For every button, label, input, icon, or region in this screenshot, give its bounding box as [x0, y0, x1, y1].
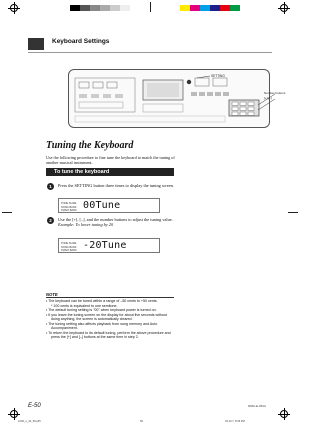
lcd-labels [61, 242, 77, 253]
callout-lines [0, 0, 300, 140]
step-text-body: Use the [+], [–], and the number buttons to adjust the tuning value. [58, 217, 173, 222]
note-item: • The default tuning setting is "00" when keyboard power is turned on. [46, 308, 157, 312]
note-list [46, 299, 174, 340]
note-item: • To return the keyboard to its default tuning, perform the above procedure and press the [+] and [–] buttons at the same time in step 2. [46, 330, 171, 339]
lcd-labels [61, 202, 77, 213]
note-item: • If you leave the tuning screen on the display for about five seconds without doing anything, the screen is automatically cleared. [46, 312, 167, 321]
step-example: Example: To lower tuning by 20 [58, 222, 114, 228]
note-rule [46, 297, 174, 298]
intro-text: Use the following procedure to fine tune the keyboard to match the tuning of another musical instrument. [46, 155, 175, 166]
note-item: • The tuning setting also affects playback from song memory and Auto Accompaniment. [46, 321, 158, 330]
callout-setting: SETTING [211, 74, 225, 78]
lcd-label: PIANO BANK [61, 209, 77, 213]
document-code: 608A-E-052A [248, 404, 267, 408]
lcd-label: TONE SLIDE [61, 202, 77, 205]
note-title: NOTE [46, 292, 58, 297]
note-item: • The keyboard can be tuned within a range of –50 cents to +50 cents. [46, 299, 158, 303]
crop-mark [2, 212, 12, 213]
procedure-heading: To tune the keyboard [46, 168, 174, 176]
lcd-label: SONG BANK [61, 205, 77, 209]
section-title: Keyboard Settings [52, 38, 110, 45]
timestamp: 03.10.7, 8:35 PM [225, 420, 245, 423]
note-item: * 100 cents is equivalent to one semitone. [51, 303, 118, 308]
step-text: Press the SETTING button three times to display the tuning screen. [58, 183, 174, 188]
file-info: LK90_e_44_59.p65 [18, 420, 41, 423]
registration-mark [280, 410, 288, 418]
lcd-label: PIANO BANK [61, 249, 77, 253]
lcd-label: TONE SLIDE [61, 242, 77, 245]
callout-plus-minus: [+] [–] [264, 96, 272, 100]
step-number: 2 [47, 217, 54, 224]
page-number: E-50 [28, 403, 41, 409]
lcd-readout: 00Tune [83, 200, 121, 211]
step-text [58, 217, 184, 228]
lcd-label: SONG BANK [61, 245, 77, 249]
crop-mark [288, 212, 298, 213]
lcd-screen-2 [58, 238, 160, 253]
callout-number-buttons: Number buttons [264, 91, 286, 95]
registration-mark [10, 410, 18, 418]
page-ref: 50 [140, 420, 143, 423]
step-number: 1 [47, 183, 54, 190]
section-heading: Tuning the Keyboard [46, 140, 134, 151]
lcd-readout: -20Tune [83, 240, 127, 251]
lcd-screen-1 [58, 198, 160, 213]
